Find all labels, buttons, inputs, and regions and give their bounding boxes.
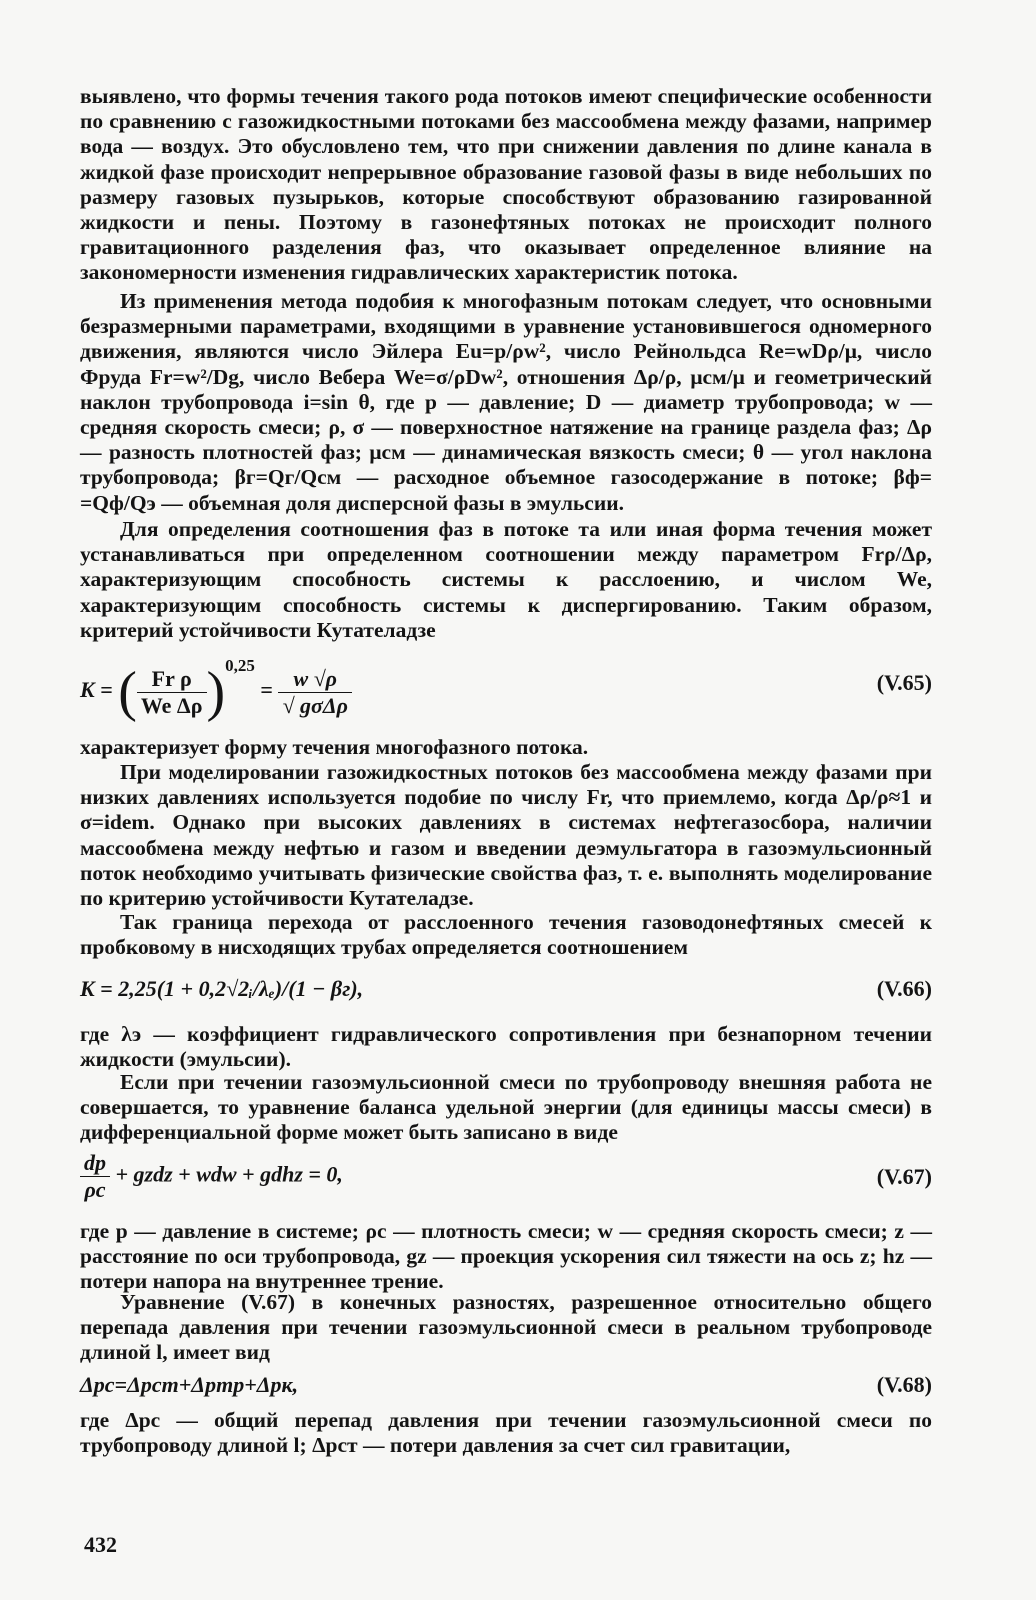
paragraph-11: где Δpс — общий перепад давления при течении газоэмульсионной смеси по трубопроводу длиной l; Δpст — потери давления за счет сил гравитации, [80,1408,932,1458]
eq65-rhs-num: w √ρ [278,666,352,693]
equation-v65-body: K = ( $\frac{\text{Fr ρ}}{\text{We Δρ}}$ )$^{0,25}$ = $\frac{w √\rho}{\text{√ gσΔρ}}$ [80,660,352,724]
paragraph-8: Если при течении газоэмульсионной смеси по трубопроводу внешняя работа не совершается, то уравнение баланса удельной энергии (для единицы массы смеси) в дифференциальной форме может быть записано в виде [80,1070,932,1145]
equation-v67-body [80,1150,343,1203]
paragraph-1: выявлено, что формы течения такого рода потоков имеют специфические особенности по сравнению с газожидкостными потоками без массообмена между фазами, например вода — воздух. Это обусловлено тем, что при снижении давления по длине канала в жидкой фазе происходит непрерывное образование газовой фазы в виде небольших по размеру газовых пузырьков, которые способствуют образованию газированной жидкости и пены. Поэтому в газонефтяных потоках не происходит полного гравитационного разделения фаз, что оказывает определенное влияние на закономерности изменения гидравлических характеристик потока. [80,84,932,285]
paragraph-5: При моделировании газожидкостных потоков без массообмена между фазами при низких давлениях используется подобие по числу Fr, что приемлемо, когда Δρ/ρ≈1 и σ=idem. Однако при высоких давлениях в системах нефтегазосбора, наличии массообмена между нефтью и газом и введении деэмульгатора в газоэмульсионный поток необходимо учитывать физические свойства фаз, т. е. выполнять моделирование по критерию устойчивости Кутателадзе. [80,760,932,911]
equation-v67 [80,1150,932,1210]
paragraph-9: где p — давление в системе; ρс — плотность смеси; w — средняя скорость смеси; z — расстояние по оси трубопровода, gz — проекция ускорения сил тяжести на ось z; hz — потери напора на внутреннее трение. [80,1219,932,1294]
equation-v68 [80,1372,932,1406]
equation-v65 [80,640,932,730]
eq67-num: dp [80,1150,110,1177]
eq67-den: ρc [84,1177,106,1202]
eq65-rhs-fraction [278,666,352,719]
paragraph-4: характеризует форму течения многофазного потока. [80,735,589,759]
equation-v68-number: (V.68) [876,1372,932,1397]
eq67-rest: + gzdz + wdw + gdhz = 0, [115,1161,343,1187]
equation-v66-number: (V.66) [876,976,932,1001]
paragraph-2: Из применения метода подобия к многофазным потокам следует, что основными безразмерными параметрами, входящими в уравнение установившегося одномерного движения, являются число Эйлера Eu=p/ρw², число Рейнольдса Re=wDρ/μ, число Фруда Fr=w²/Dg, число Вебера We=σ/ρDw², отношения Δρ/ρ, μсм/μ и геометрический наклон трубопровода i=sin θ, где p — давление; D — диаметр трубопровода; w — средняя скорость смеси; ρ, σ — поверхностное натяжение на границе раздела фаз; Δρ — разность плотностей фаз; μсм — динамическая вязкость смеси; θ — угол наклона трубопровода; βг=Qг/Qсм — расходное объемное газосодержание в потоке; βф= =Qф/Qэ — объемная доля дисперсной фазы в эмульсии. [80,289,932,515]
equation-v66-body: K = 2,25(1 + 0,2√2ᵢ/λₑ)/(1 − βг), [80,976,364,1001]
equation-v66 [80,976,932,1010]
eq65-rhs-den: √ gσΔρ [282,692,349,718]
equation-v65-number: (V.65) [876,670,932,695]
eq65-eq-sign: = [260,677,273,703]
paragraph-10: Уравнение (V.67) в конечных разностях, разрешенное относительно общего перепада давления при течении газоэмульсионной смеси в реальном трубопроводе длиной l, имеет вид [80,1290,932,1365]
paragraph-7: где λэ — коэффициент гидравлического сопротивления при безнапорном течении жидкости (эмульсии). [80,1022,932,1072]
paragraph-3: Для определения соотношения фаз в потоке та или иная форма течения может устанавливаться при определенном соотношении между параметром Frρ/Δρ, характеризующим способность системы к расслоению, и числом We, характеризующим способность системы к диспергированию. Таким образом, критерий устойчивости Кутателадзе [80,517,932,642]
eq65-fraction [137,666,207,719]
eq65-frac-den: We Δρ [140,692,203,718]
page-number: 432 [84,1532,117,1557]
equation-v68-body: Δpc=Δpст+Δpтр+Δpк, [80,1372,299,1397]
equation-v67-number: (V.67) [876,1164,932,1189]
eq65-lhs: K = [80,677,113,703]
eq67-fraction [80,1150,110,1203]
paragraph-6: Так граница перехода от расслоенного течения газоводонефтяных смесей к пробковому в нисходящих трубах определяется соотношением [80,910,932,960]
eq65-exponent: 0,25 [225,655,255,675]
eq65-frac-num: Fr ρ [137,666,207,693]
